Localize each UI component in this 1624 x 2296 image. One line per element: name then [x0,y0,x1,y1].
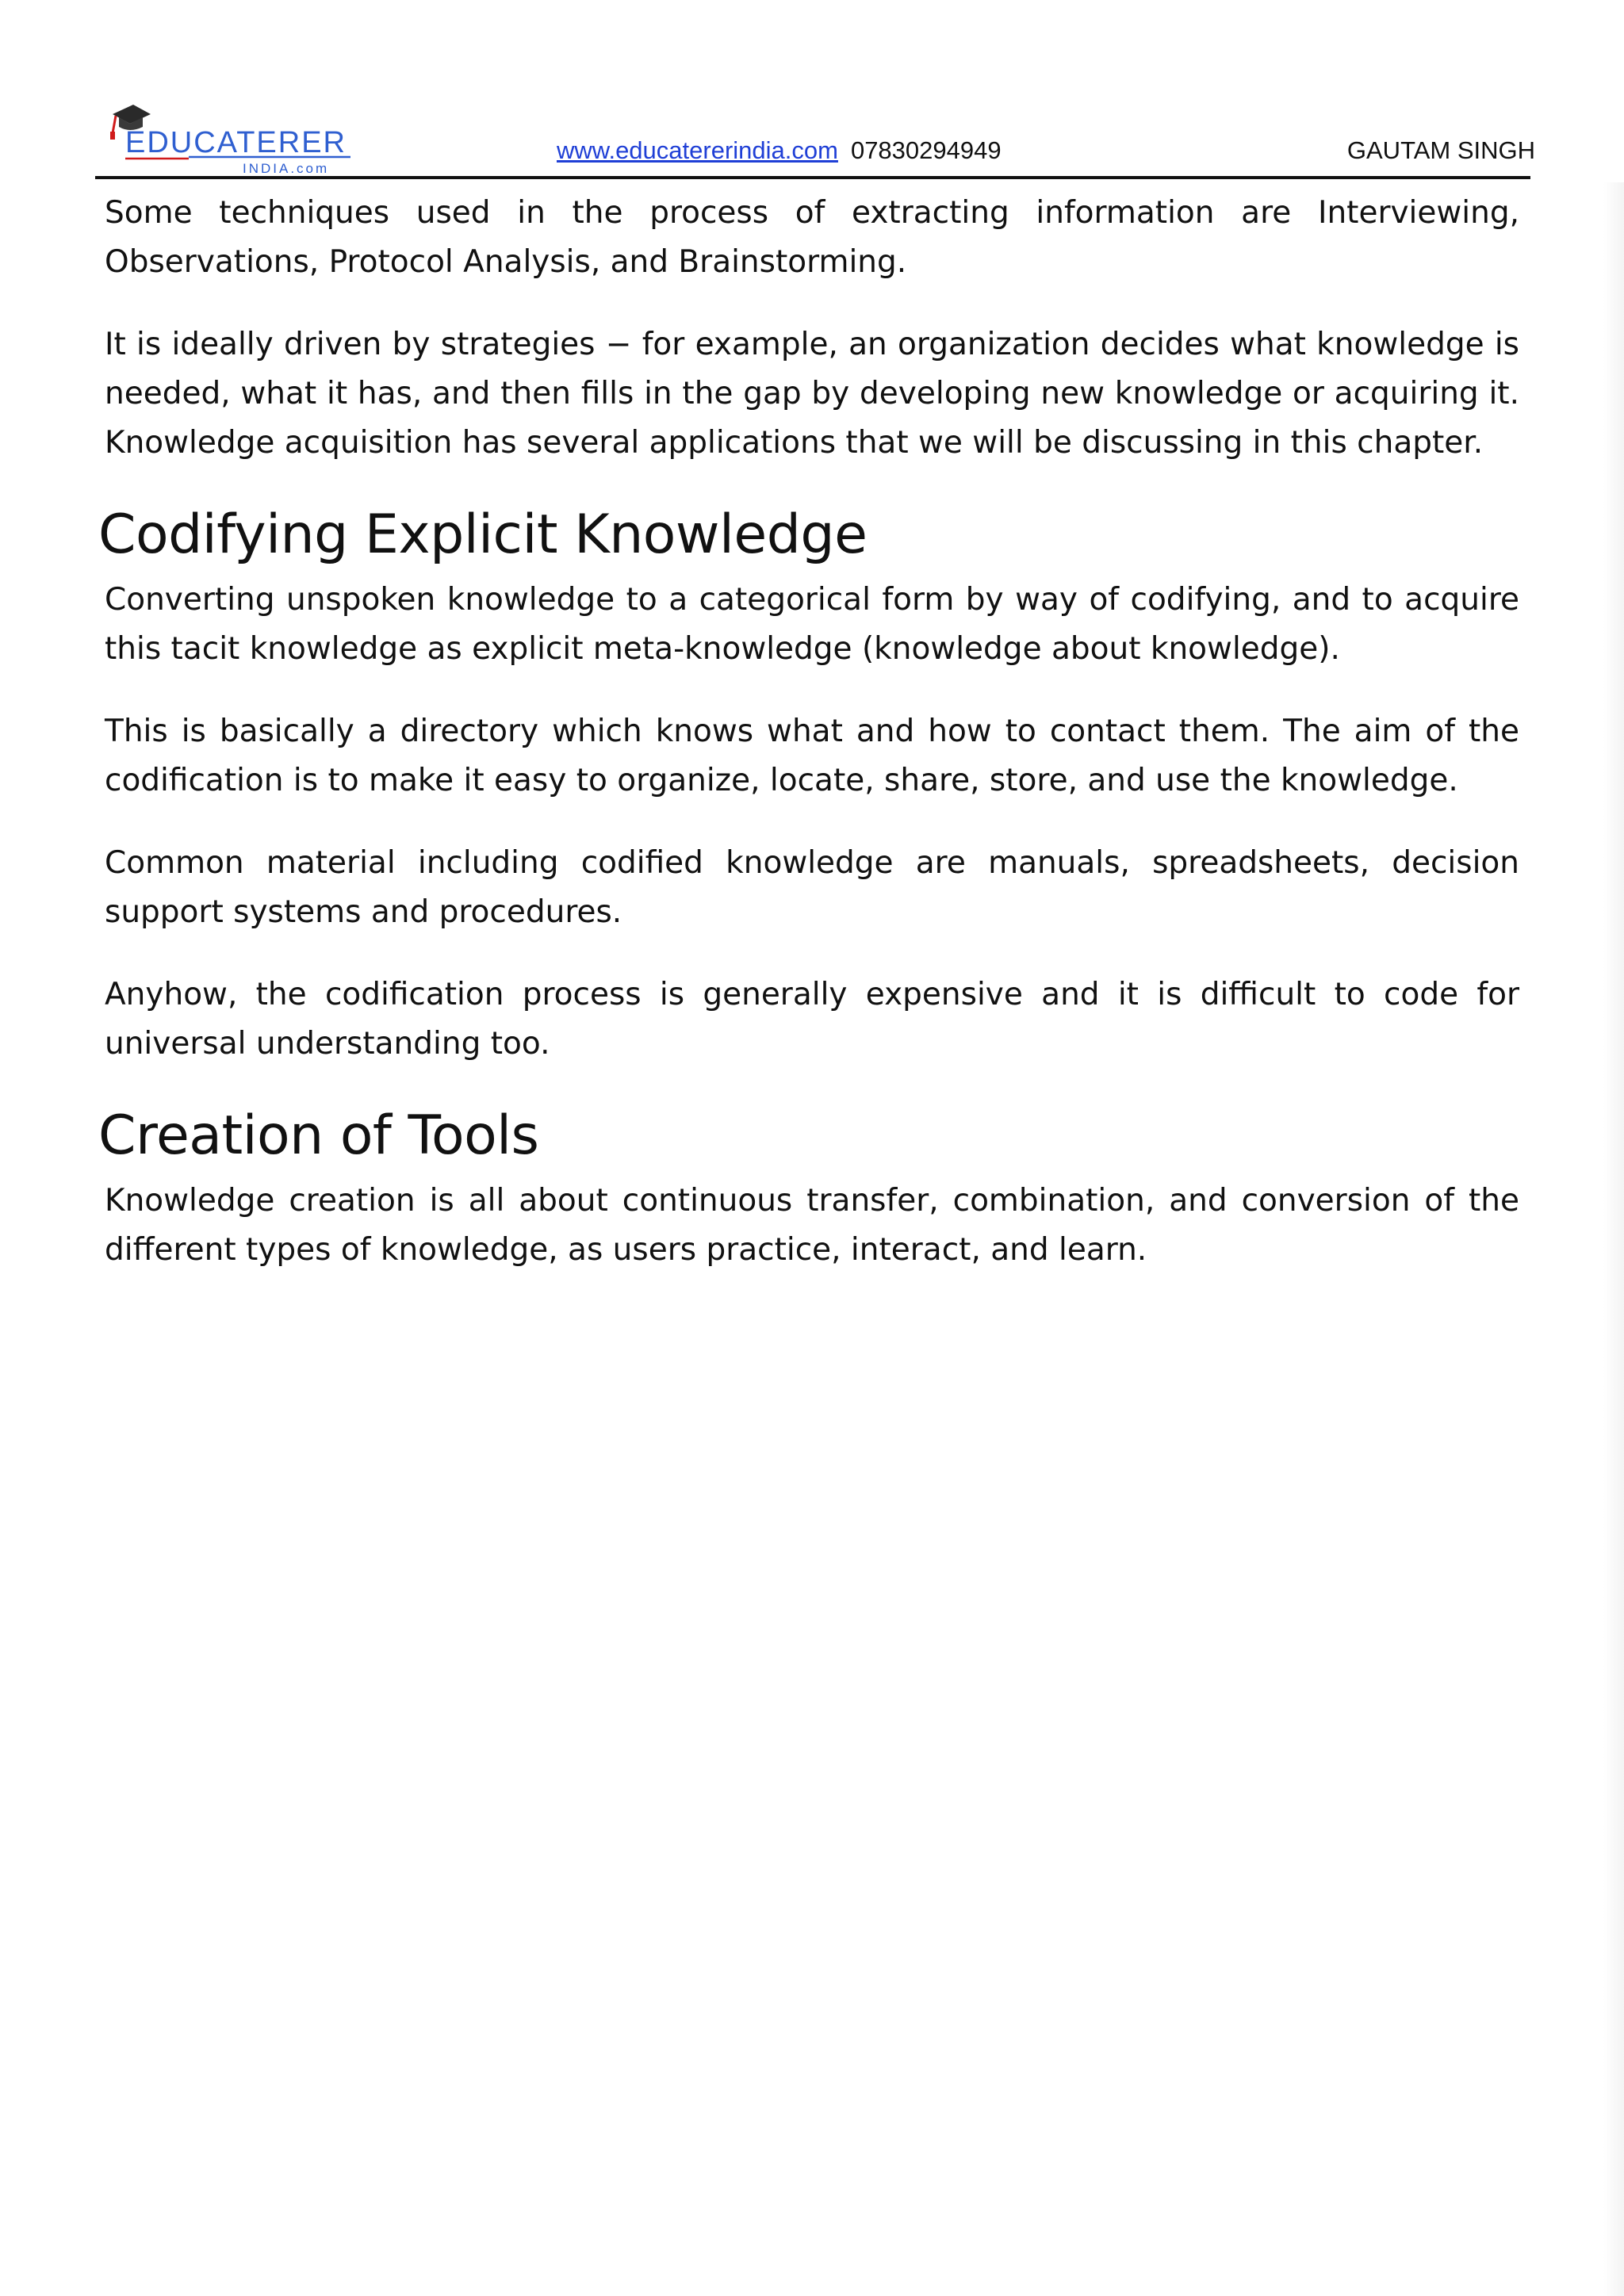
logo-text-bottom: INDIA.com [243,161,330,176]
paragraph-knowledge-creation: Knowledge creation is all about continuous transfer, combination, and conversion of the different types of knowledge, as users practice, interact, and learn. [105,1183,1519,1268]
educaterer-logo [102,100,363,179]
page-edge-shadow [1603,182,1624,2296]
header-contact [557,136,1002,165]
document-body [98,189,1519,1308]
paragraph-strategies: It is ideally driven by strategies − for example, an organization decides what knowledge is needed, what it has, and then fills in the gap by developing new knowledge or acquiring it. Knowledge acquisition has several applications that we will be discussing in this chapter. [105,327,1519,461]
paragraph-directory: This is basically a directory which knows what and how to contact them. The aim of the codification is to make it easy to organize, locate, share, store, and use the knowledge. [105,714,1519,798]
paragraph-common-material: Common material including codified knowledge are manuals, spreadsheets, decision support systems and procedures. [105,845,1519,930]
paragraph-techniques: Some techniques used in the process of extracting information are Interviewing, Observations, Protocol Analysis, and Brainstorming. [105,195,1519,280]
heading-creation-of-tools: Creation of Tools [98,1104,539,1167]
header-divider [95,176,1530,179]
author-name: GAUTAM SINGH [1346,136,1535,164]
website-link[interactable]: www.educatererindia.com [557,136,838,164]
logo-text-top: EDUCATERER [125,126,347,159]
paragraph-codification-cost: Anyhow, the codification process is generally expensive and it is difficult to code for universal understanding too. [105,977,1519,1062]
heading-codifying-explicit-knowledge: Codifying Explicit Knowledge [98,503,868,566]
phone-number: 07830294949 [850,136,1002,164]
page-header [95,95,1535,181]
paragraph-converting: Converting unspoken knowledge to a categorical form by way of codifying, and to acquire this tacit knowledge as explicit meta-knowledge (knowledge about knowledge). [105,582,1519,667]
